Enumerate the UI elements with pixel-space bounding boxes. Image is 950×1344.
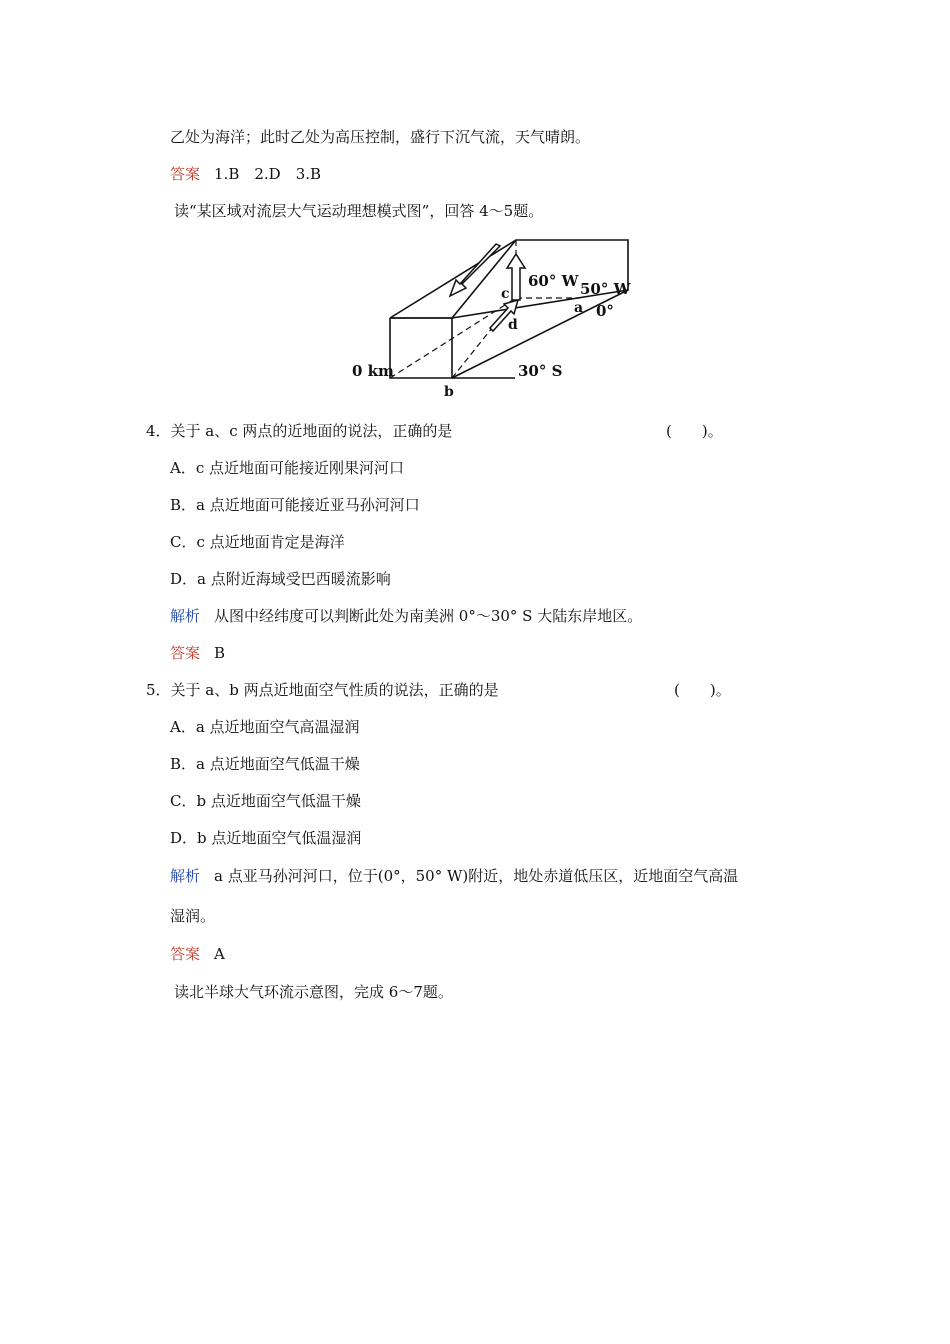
q5-option-a: A．a 点近地面空气高温湿润 bbox=[170, 718, 360, 736]
label-50w: 50° W bbox=[580, 280, 631, 298]
answer-block-1 bbox=[170, 164, 321, 184]
answer-tag: 答案 bbox=[170, 165, 201, 183]
q4-option-d: D．a 点附近海域受巴西暖流影响 bbox=[170, 570, 391, 588]
q4-stem: 4．关于 a、c 两点的近地面的说法，正确的是 bbox=[146, 422, 453, 440]
label-0km: 0 km bbox=[352, 362, 394, 380]
intro-line: 乙处为海洋；此时乙处为高压控制，盛行下沉气流，天气晴朗。 bbox=[170, 128, 591, 146]
q5-option-c: C．b 点近地面空气低温干燥 bbox=[170, 792, 361, 810]
q4-option-a: A．c 点近地面可能接近刚果河河口 bbox=[170, 459, 405, 477]
label-point-d: d bbox=[508, 317, 518, 333]
analysis-text: 从图中经纬度可以判断此处为南美洲 0°～30° S 大陆东岸地区。 bbox=[214, 607, 643, 625]
q4-answer-paren: ( )。 bbox=[666, 422, 723, 440]
answer-text: 1.B 2.D 3.B bbox=[214, 165, 322, 183]
answer-text: A bbox=[214, 945, 225, 963]
q5-option-d: D．b 点近地面空气低温湿润 bbox=[170, 829, 362, 847]
rising-air-arrow bbox=[507, 254, 525, 300]
label-point-a: a bbox=[574, 300, 584, 316]
prompt-6-7: 读北半球大气环流示意图，完成 6～7题。 bbox=[174, 983, 453, 1001]
q4-option-b: B．a 点近地面可能接近亚马孙河河口 bbox=[170, 496, 420, 514]
atmosphere-motion-diagram bbox=[340, 232, 640, 402]
label-point-b: b bbox=[444, 384, 454, 400]
descending-air-arrow bbox=[450, 244, 500, 296]
label-60w: 60° W bbox=[528, 272, 579, 290]
q5-answer bbox=[170, 944, 225, 964]
q4-option-c: C．c 点近地面肯定是海洋 bbox=[170, 533, 345, 551]
q5-analysis bbox=[170, 866, 738, 886]
q5-analysis-line2: 湿润。 bbox=[170, 907, 216, 925]
q5-stem: 5．关于 a、b 两点近地面空气性质的说法，正确的是 bbox=[146, 681, 499, 699]
box-front-face bbox=[390, 318, 452, 378]
q4-analysis bbox=[170, 606, 642, 626]
answer-text: B bbox=[214, 644, 226, 662]
analysis-tag: 解析 bbox=[170, 607, 201, 625]
answer-tag: 答案 bbox=[170, 644, 201, 662]
analysis-tag: 解析 bbox=[170, 867, 201, 885]
label-30s: 30° S bbox=[518, 362, 563, 380]
label-point-c: c bbox=[501, 286, 510, 302]
prompt-4-5: 读“某区域对流层大气运动理想模式图”，回答 4～5题。 bbox=[174, 202, 544, 220]
q5-answer-paren: ( )。 bbox=[674, 681, 731, 699]
analysis-text-line1: a 点亚马孙河河口，位于(0°，50° W)附近，地处赤道低压区，近地面空气高温 bbox=[214, 867, 739, 885]
label-0deg: 0° bbox=[596, 302, 614, 320]
answer-tag: 答案 bbox=[170, 945, 201, 963]
q4-answer bbox=[170, 643, 225, 663]
hidden-edge-1 bbox=[390, 298, 516, 378]
q5-option-b: B．a 点近地面空气低温干燥 bbox=[170, 755, 360, 773]
